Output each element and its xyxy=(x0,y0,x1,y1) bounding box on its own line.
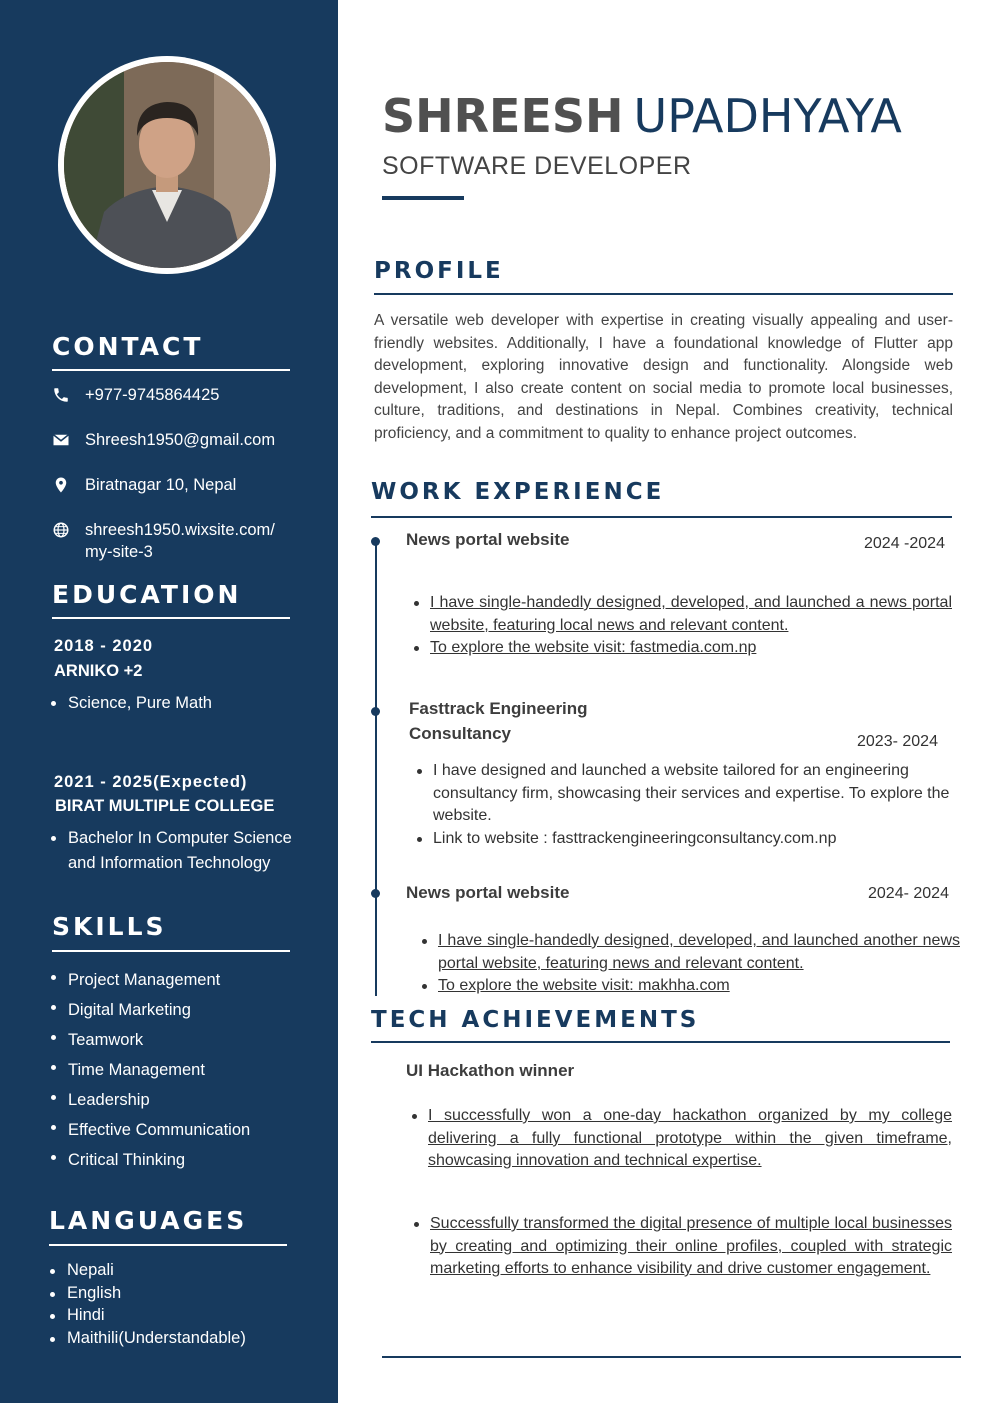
education-divider xyxy=(52,617,290,619)
email-text: Shreesh1950@gmail.com xyxy=(85,431,276,449)
timeline-dot xyxy=(371,537,380,546)
job-1-title: News portal website xyxy=(406,530,570,549)
website-text xyxy=(85,519,275,563)
education-2-school: BIRAT MULTIPLE COLLEGE xyxy=(55,797,275,815)
job-2-date: 2023- 2024 xyxy=(857,733,938,750)
job-2-bullet: I have designed and launched a website tailored for an engineering consultancy firm, showcasing their services and expertise. To explore the website. xyxy=(415,760,957,828)
timeline-line xyxy=(375,540,377,996)
profile-divider xyxy=(374,293,953,295)
education-heading: EDUCATION xyxy=(52,580,242,609)
job-1-bullet: I have single-handedly designed, developed, and launched a news portal website, featuring local news and relevant content. xyxy=(412,592,952,637)
job-1-bullets xyxy=(412,592,952,660)
globe-icon xyxy=(52,521,70,539)
education-2-detail-line-1: Bachelor In Computer Science xyxy=(68,829,292,847)
profile-heading: PROFILE xyxy=(374,258,504,284)
language-item: Hindi xyxy=(47,1304,246,1327)
role-underline xyxy=(382,196,464,200)
skills-list xyxy=(48,965,250,1175)
skill-item: Digital Marketing xyxy=(48,995,250,1025)
job-2-bullet[interactable]: Link to website : fasttrackengineeringconsultancy.com.np xyxy=(415,828,957,851)
tech-achievement-title: UI Hackathon winner xyxy=(406,1061,575,1080)
skill-item: Effective Communication xyxy=(48,1115,250,1145)
education-1-detail: Science, Pure Math xyxy=(48,691,212,715)
job-1-date: 2024 -2024 xyxy=(864,535,945,552)
job-3-bullets xyxy=(420,930,960,998)
education-2-detail-line-2: and Information Technology xyxy=(68,854,271,872)
education-2-detail xyxy=(48,826,292,876)
contact-email[interactable] xyxy=(52,429,275,451)
last-name: UPADHYAYA xyxy=(633,89,902,143)
tech-bullet-list-1 xyxy=(410,1105,952,1173)
phone-text: +977-9745864425 xyxy=(85,386,220,404)
tech-divider xyxy=(371,1041,950,1043)
mail-icon xyxy=(52,431,70,449)
contact-website[interactable] xyxy=(52,519,275,563)
profile-summary: A versatile web developer with expertise in creating visually appealing and user-friendly websites. Additionally, I have a foundational knowledge of Flutter app development, exploring innovative design and functionality. Alongside web development, I also create content on social media to promote local businesses, culture, traditions, and destinations in Nepal. Combines creativity, technical proficiency, and a commitment to quality to enhance project outcomes. xyxy=(374,312,953,442)
sidebar xyxy=(0,0,338,1403)
languages-heading: LANGUAGES xyxy=(49,1206,248,1235)
job-2-title-line-2: Consultancy xyxy=(409,724,512,743)
contact-heading: CONTACT xyxy=(52,332,204,361)
timeline-dot xyxy=(371,707,380,716)
work-divider xyxy=(371,516,952,518)
language-item: Maithili(Understandable) xyxy=(47,1327,246,1350)
job-3-title: News portal website xyxy=(406,883,570,902)
job-2-title xyxy=(409,696,588,746)
job-2-title-line-1: Fasttrack Engineering xyxy=(409,699,588,718)
tech-bullet-list-2 xyxy=(412,1213,952,1281)
language-item: English xyxy=(47,1282,246,1305)
skill-item: Time Management xyxy=(48,1055,250,1085)
work-heading: WORK EXPERIENCE xyxy=(371,479,665,505)
website-line-2: my-site-3 xyxy=(85,543,153,561)
tech-bullet: Successfully transformed the digital presence of multiple local businesses by creating and optimizing their online profiles, coupled with strategic marketing efforts to enhance visibility and drive customer engagement. xyxy=(412,1213,952,1281)
contact-address xyxy=(52,474,236,496)
person-photo-icon xyxy=(64,62,270,268)
skill-item: Project Management xyxy=(48,965,250,995)
candidate-name xyxy=(382,88,902,144)
tech-bullet: I successfully won a one-day hackathon organized by my college delivering a fully functional prototype within the given timeframe, showcasing innovation and technical expertise. xyxy=(410,1105,952,1173)
contact-phone[interactable] xyxy=(52,384,219,406)
skill-item: Teamwork xyxy=(48,1025,250,1055)
job-3-bullet[interactable]: To explore the website visit: makhha.com xyxy=(420,975,960,998)
education-2-years: 2021 - 2025(Expected) xyxy=(54,773,248,791)
tech-heading: TECH ACHIEVEMENTS xyxy=(371,1007,700,1033)
job-1-bullet[interactable]: To explore the website visit: fastmedia.com.np xyxy=(412,637,952,660)
languages-list xyxy=(47,1259,246,1349)
education-1-school: ARNIKO +2 xyxy=(54,662,143,680)
first-name: SHREESH xyxy=(382,89,624,143)
education-1-details xyxy=(48,691,212,715)
skills-heading: SKILLS xyxy=(52,912,167,941)
profile-photo-frame xyxy=(58,56,276,274)
skill-item: Leadership xyxy=(48,1085,250,1115)
education-2-details xyxy=(48,826,292,876)
skills-divider xyxy=(52,950,290,952)
language-item: Nepali xyxy=(47,1259,246,1282)
job-2-bullets xyxy=(415,760,957,850)
job-3-bullet: I have single-handedly designed, developed, and launched another news portal website, featuring news and relevant content. xyxy=(420,930,960,975)
education-1-years: 2018 - 2020 xyxy=(54,637,154,655)
skill-item: Critical Thinking xyxy=(48,1145,250,1175)
contact-divider xyxy=(52,369,290,371)
profile-photo xyxy=(64,62,270,268)
address-text: Biratnagar 10, Nepal xyxy=(85,476,237,494)
job-role: SOFTWARE DEVELOPER xyxy=(382,152,692,180)
timeline-dot xyxy=(371,889,380,898)
phone-icon xyxy=(52,386,70,404)
bottom-divider xyxy=(382,1356,961,1358)
location-pin-icon xyxy=(52,476,70,494)
website-line-1: shreesh1950.wixsite.com/ xyxy=(85,521,275,539)
job-3-date: 2024- 2024 xyxy=(868,885,949,902)
languages-divider xyxy=(49,1244,287,1246)
